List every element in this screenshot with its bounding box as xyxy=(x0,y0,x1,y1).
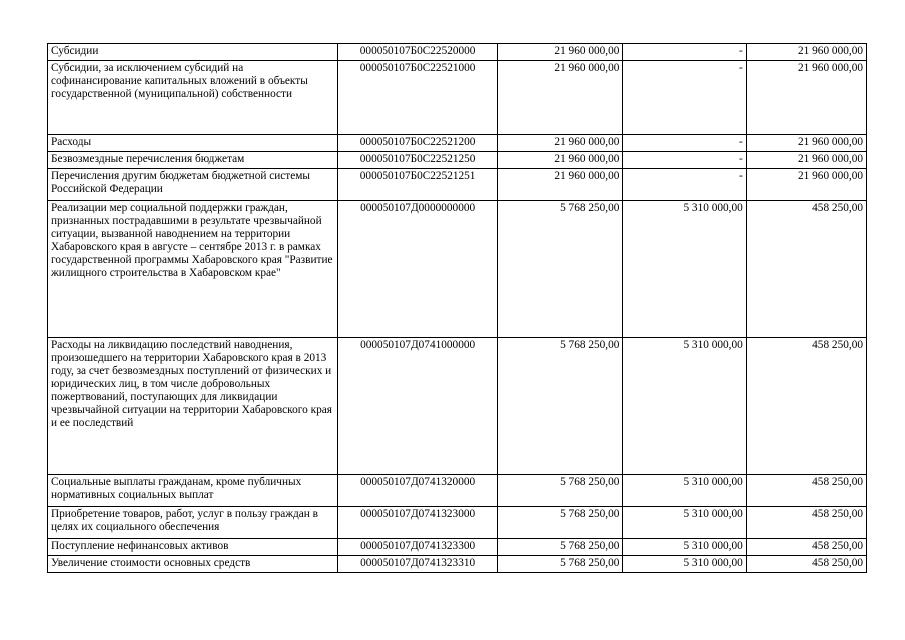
row-code-cell: 000050107Д0000000000 xyxy=(338,201,498,338)
row-name-cell: Реализации мер социальной поддержки граждан, признанных пострадавшими в результате чрезвычайной ситуации, вызванной наводнением на территории Хабаровского края в августе – сентябре 2013 г. в рамках государственной программы Хабаровского края "Развитие жилищного строительства в Хабаровском крае" xyxy=(48,201,338,338)
row-amount-2-cell: - xyxy=(623,61,746,135)
row-amount-2-cell: - xyxy=(623,152,746,169)
row-name-cell: Приобретение товаров, работ, услуг в пользу граждан в целях их социального обеспечения xyxy=(48,507,338,539)
row-amount-3-cell: 458 250,00 xyxy=(746,507,866,539)
row-amount-1-cell: 5 768 250,00 xyxy=(497,539,623,556)
row-amount-3-cell: 21 960 000,00 xyxy=(746,44,866,61)
table-row xyxy=(48,475,867,507)
row-code-cell: 000050107Б0С22521251 xyxy=(338,169,498,201)
row-amount-3-cell: 458 250,00 xyxy=(746,539,866,556)
row-amount-1-cell: 5 768 250,00 xyxy=(497,475,623,507)
row-name-cell: Поступление нефинансовых активов xyxy=(48,539,338,556)
row-code-cell: 000050107Д0741323000 xyxy=(338,507,498,539)
table-row xyxy=(48,338,867,475)
row-amount-1-cell: 5 768 250,00 xyxy=(497,338,623,475)
row-amount-3-cell: 458 250,00 xyxy=(746,556,866,573)
row-amount-3-cell: 21 960 000,00 xyxy=(746,61,866,135)
table-row xyxy=(48,507,867,539)
row-amount-3-cell: 458 250,00 xyxy=(746,475,866,507)
row-code-cell: 000050107Б0С22521250 xyxy=(338,152,498,169)
row-amount-2-cell: 5 310 000,00 xyxy=(623,475,746,507)
row-name-cell: Расходы xyxy=(48,135,338,152)
row-code-cell: 000050107Д0741323310 xyxy=(338,556,498,573)
row-amount-1-cell: 5 768 250,00 xyxy=(497,556,623,573)
table-row xyxy=(48,539,867,556)
row-amount-3-cell: 21 960 000,00 xyxy=(746,135,866,152)
row-code-cell: 000050107Д0741320000 xyxy=(338,475,498,507)
row-name-cell: Перечисления другим бюджетам бюджетной системы Российской Федерации xyxy=(48,169,338,201)
row-amount-1-cell: 21 960 000,00 xyxy=(497,152,623,169)
row-code-cell: 000050107Д0741000000 xyxy=(338,338,498,475)
table-row xyxy=(48,169,867,201)
row-amount-1-cell: 21 960 000,00 xyxy=(497,169,623,201)
table-row xyxy=(48,135,867,152)
table-row xyxy=(48,61,867,135)
row-amount-3-cell: 458 250,00 xyxy=(746,201,866,338)
row-amount-1-cell: 21 960 000,00 xyxy=(497,61,623,135)
row-amount-1-cell: 21 960 000,00 xyxy=(497,135,623,152)
row-amount-2-cell: 5 310 000,00 xyxy=(623,507,746,539)
row-amount-2-cell: 5 310 000,00 xyxy=(623,556,746,573)
row-amount-1-cell: 21 960 000,00 xyxy=(497,44,623,61)
table-row xyxy=(48,201,867,338)
row-name-cell: Расходы на ликвидацию последствий наводнения, произошедшего на территории Хабаровского края в 2013 году, за счет безвозмездных поступлений от физических и юридических лиц, в том числе добровольных пожертвований, поступающих для ликвидации чрезвычайной ситуации на территории Хабаровского края и ее последствий xyxy=(48,338,338,475)
row-name-cell: Социальные выплаты гражданам, кроме публичных нормативных социальных выплат xyxy=(48,475,338,507)
row-code-cell: 000050107Б0С22521200 xyxy=(338,135,498,152)
row-name-cell: Безвозмездные перечисления бюджетам xyxy=(48,152,338,169)
row-amount-3-cell: 458 250,00 xyxy=(746,338,866,475)
row-name-cell: Увеличение стоимости основных средств xyxy=(48,556,338,573)
row-code-cell: 000050107Б0С22521000 xyxy=(338,61,498,135)
row-amount-1-cell: 5 768 250,00 xyxy=(497,507,623,539)
row-amount-2-cell: 5 310 000,00 xyxy=(623,539,746,556)
table-row xyxy=(48,556,867,573)
row-amount-1-cell: 5 768 250,00 xyxy=(497,201,623,338)
row-amount-2-cell: 5 310 000,00 xyxy=(623,338,746,475)
row-amount-2-cell: - xyxy=(623,44,746,61)
row-name-cell: Субсидии, за исключением субсидий на софинансирование капитальных вложений в объекты государственной (муниципальной) собственности xyxy=(48,61,338,135)
budget-execution-table xyxy=(47,43,867,573)
row-amount-3-cell: 21 960 000,00 xyxy=(746,169,866,201)
row-amount-2-cell: 5 310 000,00 xyxy=(623,201,746,338)
row-amount-2-cell: - xyxy=(623,169,746,201)
table-row xyxy=(48,152,867,169)
row-amount-3-cell: 21 960 000,00 xyxy=(746,152,866,169)
row-name-cell: Субсидии xyxy=(48,44,338,61)
table-row xyxy=(48,44,867,61)
row-code-cell: 000050107Д0741323300 xyxy=(338,539,498,556)
row-code-cell: 000050107Б0С22520000 xyxy=(338,44,498,61)
row-amount-2-cell: - xyxy=(623,135,746,152)
